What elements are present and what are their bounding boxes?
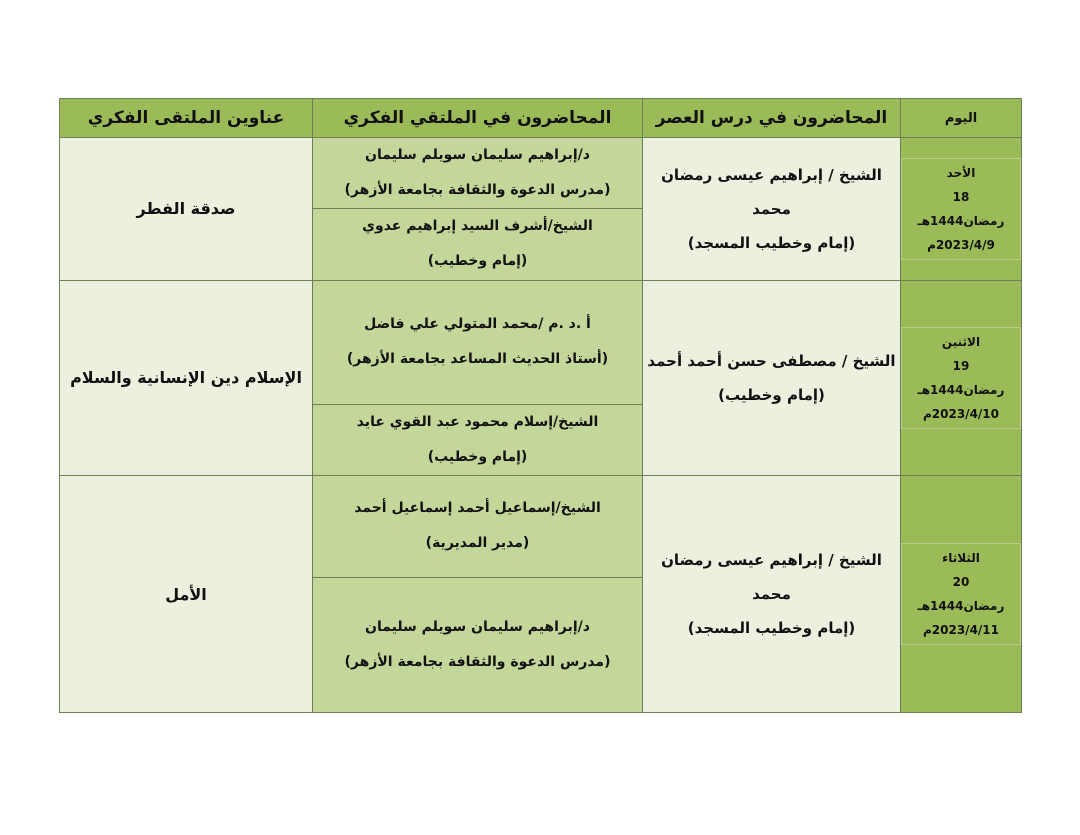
table-row xyxy=(60,476,1022,577)
forum-lecturer-name: الشيخ/إسلام محمود عبد القوي عايد xyxy=(356,414,599,431)
asr-lecturer-role: (إمام وخطيب المسجد) xyxy=(687,619,856,638)
header-row xyxy=(60,99,1022,138)
forum-lecturer-name: أ .د .م /محمد المتولي علي فاضل xyxy=(364,316,591,333)
forum-lecturer-cell xyxy=(313,280,643,404)
day-box xyxy=(901,158,1021,260)
header-day: اليوم xyxy=(901,99,1022,138)
forum-title-cell: صدقة الفطر xyxy=(60,138,313,280)
day-cell xyxy=(901,138,1022,280)
day-name: الأحد xyxy=(946,165,976,180)
day-name: الثلاثاء xyxy=(942,551,980,566)
day-box xyxy=(901,543,1021,645)
schedule-table xyxy=(59,98,1022,713)
hijri-date: 19 رمضان1444هـ xyxy=(917,358,1005,397)
forum-lecturer-role: (إمام وخطيب) xyxy=(427,253,528,270)
table-row xyxy=(60,280,1022,404)
asr-lecturer-role: (إمام وخطيب المسجد) xyxy=(687,233,856,252)
forum-lecturer-cell xyxy=(313,476,643,577)
asr-lecturer-cell xyxy=(643,280,901,476)
forum-lecturer-role: (أستاذ الحديث المساعد بجامعة الأزهر) xyxy=(346,351,609,368)
day-box xyxy=(901,327,1021,429)
forum-lecturer-name: د/إبراهيم سليمان سويلم سليمان xyxy=(365,618,590,635)
forum-title-cell: الأمل xyxy=(60,476,313,713)
asr-lecturer-name: الشيخ / إبراهيم عيسى رمضان محمد xyxy=(661,165,882,218)
gregorian-date: 2023/4/9م xyxy=(927,237,995,252)
asr-lecturer-name: الشيخ / مصطفى حسن أحمد أحمد xyxy=(647,351,896,370)
forum-lecturer-cell xyxy=(313,577,643,713)
asr-lecturer-name: الشيخ / إبراهيم عيسى رمضان محمد xyxy=(661,551,882,604)
header-asr-lecturers: المحاضرون في درس العصر xyxy=(643,99,901,138)
day-cell xyxy=(901,280,1022,476)
forum-lecturer-name: د/إبراهيم سليمان سويلم سليمان xyxy=(365,147,590,164)
forum-lecturer-role: (مدرس الدعوة والثقافة بجامعة الأزهر) xyxy=(344,653,611,670)
forum-lecturer-name: الشيخ/أشرف السيد إبراهيم عدوي xyxy=(362,218,593,235)
forum-lecturer-role: (إمام وخطيب) xyxy=(427,449,528,466)
header-forum-titles: عناوين الملتقى الفكري xyxy=(60,99,313,138)
asr-lecturer-cell xyxy=(643,476,901,713)
gregorian-date: 2023/4/11م xyxy=(922,623,999,638)
gregorian-date: 2023/4/10م xyxy=(922,406,999,421)
forum-lecturer-cell xyxy=(313,404,643,475)
day-cell xyxy=(901,476,1022,713)
forum-lecturer-role: (مدرس الدعوة والثقافة بجامعة الأزهر) xyxy=(344,182,611,199)
forum-lecturer-cell xyxy=(313,138,643,209)
day-name: الاثنين xyxy=(941,334,981,349)
forum-lecturer-cell xyxy=(313,209,643,280)
asr-lecturer-role: (إمام وخطيب) xyxy=(718,385,825,404)
forum-lecturer-name: الشيخ/إسماعيل أحمد إسماعيل أحمد xyxy=(354,500,601,517)
hijri-date: 20 رمضان1444هـ xyxy=(917,575,1005,614)
asr-lecturer-cell xyxy=(643,138,901,280)
forum-lecturer-role: (مدير المديرية) xyxy=(425,535,530,552)
hijri-date: 18 رمضان1444هـ xyxy=(917,189,1005,228)
forum-title-cell: الإسلام دين الإنسانية والسلام xyxy=(60,280,313,476)
table-row xyxy=(60,138,1022,209)
header-forum-lecturers: المحاضرون في الملتقي الفكري xyxy=(313,99,643,138)
